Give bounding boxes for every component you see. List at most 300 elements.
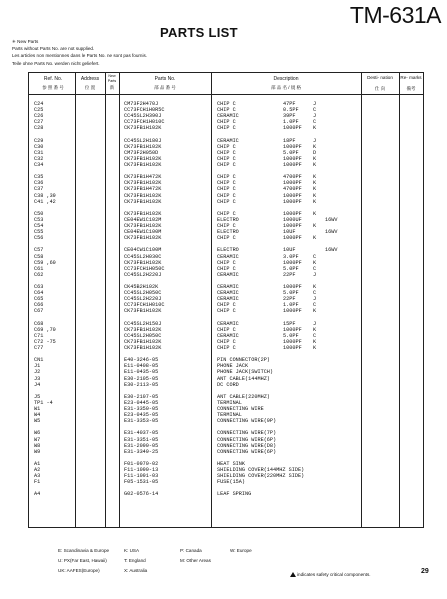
description-cell: FUSE(15A): [217, 479, 246, 486]
header-ref-jp: 参 照 番 号: [42, 85, 64, 90]
parts-no-cell: CC45SL2H220J: [124, 296, 162, 303]
ref-no-cell: C77: [34, 345, 44, 351]
value-cell: 1000PF: [283, 259, 302, 266]
safety-triangle-icon: [290, 572, 296, 577]
legend-u: U: PX(Far East, Hawaii): [58, 558, 107, 563]
table-row: [29, 394, 423, 400]
ref-no-cell: C50: [34, 210, 44, 217]
model-number: TM-631A: [349, 2, 441, 28]
ref-no-cell: C69 ,70: [34, 326, 56, 333]
description-cell: CHIP C: [217, 186, 236, 193]
header-description-jp: 部 品 名 / 規 格: [270, 85, 301, 90]
table-row: [29, 119, 423, 125]
header-new: New Parts: [107, 74, 117, 83]
parts-no-cell: CC45SL2H050C: [124, 332, 162, 339]
description-cell: CERAMIC: [217, 137, 239, 144]
parts-no-cell: CC73FCH1H010C: [124, 119, 165, 126]
ref-no-cell: A2: [34, 467, 41, 473]
tolerance-cell: K: [313, 180, 317, 187]
ref-no-cell: F1: [34, 479, 41, 486]
tolerance-cell: K: [313, 223, 317, 229]
value-cell: 1000PF: [283, 338, 302, 345]
table-row: [29, 315, 423, 321]
ref-no-cell: C31: [34, 149, 44, 156]
parts-no-cell: G02-0576-14: [124, 491, 159, 498]
parts-no-cell: E31-2090-05: [124, 442, 159, 449]
parts-no-cell: E31-3353-05: [124, 418, 159, 425]
parts-no-cell: CM73F2H050D: [124, 149, 159, 156]
page-number: 29: [421, 568, 429, 575]
ref-no-cell: W7: [34, 436, 41, 443]
parts-no-cell: E31-3351-05: [124, 436, 159, 443]
table-row: [29, 132, 423, 138]
note-line: ✳ New Parts: [12, 39, 39, 44]
value-cell: 1000PF: [283, 198, 302, 205]
table-row: [29, 369, 423, 375]
legend-uk: UK: AAFES(Europe): [58, 568, 100, 573]
voltage-cell: 16WV: [325, 216, 338, 223]
description-cell: CHIP C: [217, 143, 236, 150]
table-row: [29, 388, 423, 394]
value-cell: 5.0PF: [283, 332, 299, 339]
ref-no-cell: C65: [34, 296, 44, 303]
table-row: [29, 418, 423, 424]
parts-no-cell: E30-2113-05: [124, 381, 159, 388]
ref-no-cell: W9: [34, 448, 41, 455]
table-row: [29, 479, 423, 485]
value-cell: 1000PF: [283, 125, 302, 132]
parts-no-cell: CC45SL2H180J: [124, 137, 162, 144]
parts-no-cell: E23-0435-05: [124, 412, 159, 419]
safety-note: indicates safety critical components.: [297, 572, 371, 577]
value-cell: 22PF: [283, 296, 296, 303]
parts-no-cell: E11-0408-05: [124, 363, 159, 370]
tolerance-cell: K: [313, 345, 317, 351]
parts-no-cell: CK73FB1H102K: [124, 326, 162, 333]
value-cell: 5.0PF: [283, 290, 299, 297]
table-row: [29, 223, 423, 229]
description-cell: CHIP C: [217, 345, 236, 351]
tolerance-cell: C: [313, 302, 317, 309]
tolerance-cell: K: [313, 174, 317, 181]
tolerance-cell: K: [313, 210, 317, 217]
ref-no-cell: W6: [34, 430, 41, 437]
table-row: [29, 424, 423, 430]
description-cell: CHIP C: [217, 338, 236, 345]
table-row: [29, 186, 423, 192]
table-row: [29, 467, 423, 473]
description-cell: HEAT SINK: [217, 460, 246, 467]
legend-x: X: Australia: [124, 568, 148, 573]
tolerance-cell: C: [313, 265, 317, 272]
table-row: [29, 107, 423, 113]
description-cell: CHIP C: [217, 223, 236, 229]
description-cell: TERMINAL: [217, 412, 242, 419]
table-row: [29, 217, 423, 223]
ref-no-cell: C55: [34, 229, 44, 236]
description-cell: CERAMIC: [217, 271, 239, 278]
ref-no-cell: C59 ,60: [34, 259, 56, 266]
parts-no-cell: E31-3350-05: [124, 406, 159, 412]
table-row: [29, 241, 423, 247]
table-row: [29, 357, 423, 363]
header-remarks-jp: 備考: [406, 86, 416, 91]
table-row: [29, 327, 423, 333]
parts-no-cell: E11-0435-05: [124, 369, 159, 376]
ref-no-cell: A1: [34, 460, 41, 467]
legend-t: T: England: [124, 558, 146, 563]
table-row: [29, 461, 423, 467]
tolerance-cell: C: [313, 119, 317, 126]
table-row: [29, 308, 423, 314]
value-cell: 1000PF: [283, 308, 302, 315]
ref-no-cell: TP1 -4: [34, 399, 53, 406]
value-cell: 1000PF: [283, 162, 302, 168]
description-cell: CHIP C: [217, 198, 236, 205]
tolerance-cell: K: [313, 235, 317, 242]
value-cell: 4700PF: [283, 186, 302, 193]
ref-no-cell: C54: [34, 223, 44, 229]
ref-no-cell: A3: [34, 473, 41, 480]
value-cell: 1.0PF: [283, 302, 299, 309]
legend-k: K: USA: [124, 548, 140, 553]
parts-no-cell: E31-3349-25: [124, 448, 159, 455]
description-cell: CHIP C: [217, 210, 236, 217]
table-row: [29, 180, 423, 186]
description-cell: TERMINAL: [217, 399, 242, 406]
tolerance-cell: K: [313, 326, 317, 333]
value-cell: 22PF: [283, 271, 296, 278]
ref-no-cell: C67: [34, 308, 44, 315]
ref-no-cell: C68: [34, 320, 44, 327]
table-row: [29, 211, 423, 217]
parts-no-cell: CK45B2H102K: [124, 284, 159, 290]
description-cell: PIN CONNECTOR(2P): [217, 357, 270, 364]
description-cell: DC CORD: [217, 381, 239, 388]
table-row: [29, 491, 423, 497]
description-cell: CONNECTING WIRE(9P): [217, 418, 277, 425]
parts-no-cell: CK73FB1H472K: [124, 186, 162, 193]
tolerance-cell: C: [313, 290, 317, 297]
description-cell: CHIP C: [217, 235, 236, 242]
parts-no-cell: E23-0445-05: [124, 399, 159, 406]
ref-no-cell: C24: [34, 101, 44, 107]
parts-no-cell: CK73FB1H102K: [124, 210, 162, 217]
table-row: [29, 412, 423, 418]
ref-no-cell: C28: [34, 125, 44, 132]
value-cell: 18PF: [283, 137, 296, 144]
parts-no-cell: E30-2107-05: [124, 393, 159, 400]
description-cell: CERAMIC: [217, 284, 239, 290]
parts-no-cell: CK73FB1H102K: [124, 192, 162, 199]
table-row: [29, 339, 423, 345]
tolerance-cell: K: [313, 143, 317, 150]
parts-no-cell: CC45SL2H220J: [124, 271, 162, 278]
header-address: Address: [80, 76, 100, 82]
description-cell: PHONE JACK(SWITCH): [217, 369, 274, 376]
tolerance-cell: J: [313, 113, 317, 120]
page-title: PARTS LIST: [160, 25, 238, 40]
table-row: [29, 150, 423, 156]
parts-no-cell: CK73FB1H102K: [124, 308, 162, 315]
description-cell: CERAMIC: [217, 296, 239, 303]
parts-no-cell: CE04EW1C100M: [124, 229, 162, 236]
ref-no-cell: C37: [34, 186, 44, 193]
table-row: [29, 351, 423, 357]
ref-no-cell: C66: [34, 302, 44, 309]
ref-no-cell: C29: [34, 137, 44, 144]
parts-no-cell: F01-0970-02: [124, 460, 159, 467]
ref-no-cell: C38 ,39: [34, 192, 56, 199]
tolerance-cell: K: [313, 259, 317, 266]
tolerance-cell: K: [313, 192, 317, 199]
value-cell: 1000PF: [283, 326, 302, 333]
description-cell: ANT CABLE(220MHZ): [217, 393, 270, 400]
table-row: [29, 485, 423, 491]
ref-no-cell: J1: [34, 363, 41, 370]
parts-no-cell: CE04CW1C100M: [124, 247, 162, 254]
note-line: Teile ohne Parts No. werden nicht geliefert.: [12, 60, 100, 66]
ref-no-cell: C41 ,42: [34, 198, 56, 205]
parts-no-cell: CK73FB1H102K: [124, 345, 162, 351]
tolerance-cell: K: [313, 162, 317, 168]
ref-no-cell: W8: [34, 442, 41, 449]
table-row: [29, 168, 423, 174]
voltage-cell: 16WV: [325, 247, 338, 254]
table-row: [29, 321, 423, 327]
table-row: [29, 278, 423, 284]
value-cell: 47PF: [283, 101, 296, 107]
header-destination-jp: 仕 向: [374, 86, 386, 91]
parts-no-cell: CK73FB1H102K: [124, 235, 162, 242]
tolerance-cell: D: [313, 149, 317, 156]
ref-no-cell: C30: [34, 143, 44, 150]
parts-no-cell: CK73FB1H102K: [124, 125, 162, 132]
table-row: [29, 376, 423, 382]
tolerance-cell: K: [313, 338, 317, 345]
parts-no-cell: CC45SL2H050C: [124, 290, 162, 297]
table-row: [29, 101, 423, 107]
ref-no-cell: C63: [34, 284, 44, 290]
description-cell: CHIP C: [217, 265, 236, 272]
description-cell: CHIP C: [217, 174, 236, 181]
description-cell: CHIP C: [217, 162, 236, 168]
parts-no-cell: CC73FCH1H010C: [124, 302, 165, 309]
parts-no-cell: E40-3246-05: [124, 357, 159, 364]
ref-no-cell: C64: [34, 290, 44, 297]
description-cell: LEAF SPRING: [217, 491, 252, 498]
table-row: [29, 254, 423, 260]
value-cell: 15PF: [283, 320, 296, 327]
table-row: [29, 400, 423, 406]
ref-no-cell: C57: [34, 247, 44, 254]
tolerance-cell: K: [313, 155, 317, 162]
description-cell: CHIP C: [217, 308, 236, 315]
table-row: [29, 162, 423, 168]
table-row: [29, 363, 423, 369]
ref-no-cell: J4: [34, 381, 41, 388]
description-cell: CERAMIC: [217, 253, 239, 260]
table-row: [29, 284, 423, 290]
ref-no-cell: C71: [34, 332, 44, 339]
value-cell: 1000PF: [283, 284, 302, 290]
table-row: [29, 455, 423, 461]
table-row: [29, 193, 423, 199]
parts-no-cell: CC45SL2H390J: [124, 113, 162, 120]
description-cell: CHIP C: [217, 107, 236, 114]
table-row: [29, 290, 423, 296]
table-row: [29, 437, 423, 443]
description-cell: CHIP C: [217, 180, 236, 187]
table-row: [29, 205, 423, 211]
parts-no-cell: CC73FCH1H0R5C: [124, 107, 165, 114]
table-row: [29, 247, 423, 253]
ref-no-cell: C27: [34, 119, 44, 126]
description-cell: CHIP C: [217, 149, 236, 156]
table-row: [29, 229, 423, 235]
table-row: [29, 138, 423, 144]
table-header: [29, 73, 423, 95]
description-cell: CHIP C: [217, 125, 236, 132]
ref-no-cell: C35: [34, 174, 44, 181]
parts-no-cell: CK73FB1H102K: [124, 143, 162, 150]
value-cell: 1000PF: [283, 192, 302, 199]
description-cell: SHIELDING COVER(144MHZ SIDE): [217, 467, 305, 473]
table-row: [29, 272, 423, 278]
parts-no-cell: F05-1531-05: [124, 479, 159, 486]
legend-w: W: Europe: [230, 548, 252, 553]
table-row: [29, 156, 423, 162]
parts-no-cell: F11-1091-03: [124, 473, 159, 480]
parts-no-cell: E30-2105-05: [124, 375, 159, 382]
description-cell: CONNECTING WIRE(7P): [217, 430, 277, 437]
parts-no-cell: CK73FB1H102K: [124, 180, 162, 187]
table-row: [29, 144, 423, 150]
ref-no-cell: C61: [34, 265, 44, 272]
table-row: [29, 382, 423, 388]
description-cell: CERAMIC: [217, 113, 239, 120]
tolerance-cell: K: [313, 308, 317, 315]
ref-no-cell: CN1: [34, 357, 44, 364]
table-row: [29, 333, 423, 339]
parts-no-cell: CC45SL2H150J: [124, 320, 162, 327]
header-parts-jp: 部 品 番 号: [154, 85, 176, 90]
description-cell: CHIP C: [217, 101, 236, 107]
ref-no-cell: W5: [34, 418, 41, 425]
value-cell: 5.0PF: [283, 149, 299, 156]
header-new-jp: 新: [109, 85, 115, 90]
parts-no-cell: CE04EW1C102M: [124, 216, 162, 223]
value-cell: 1000UF: [283, 216, 302, 223]
table-row: [29, 113, 423, 119]
header-parts: Parts No.: [154, 76, 176, 82]
description-cell: ELECTRO: [217, 247, 239, 254]
header-ref: Ref. No.: [43, 76, 63, 82]
table-row: [29, 296, 423, 302]
table-row: [29, 473, 423, 479]
value-cell: 1000PF: [283, 235, 302, 242]
tolerance-cell: K: [313, 284, 317, 290]
value-cell: 3.0PF: [283, 253, 299, 260]
ref-no-cell: C56: [34, 235, 44, 242]
description-cell: ANT CABLE(144MHZ): [217, 375, 270, 382]
table-row: [29, 406, 423, 412]
header-remarks: Re- marks: [400, 75, 422, 80]
value-cell: 1000PF: [283, 143, 302, 150]
parts-no-cell: CK73FB1H102K: [124, 223, 162, 229]
table-row: [29, 430, 423, 436]
parts-no-cell: F11-1090-13: [124, 467, 159, 473]
description-cell: PHONE JACK: [217, 363, 249, 370]
parts-no-cell: E31-4037-05: [124, 430, 159, 437]
parts-no-cell: CK73FB1H472K: [124, 174, 162, 181]
description-cell: CHIP C: [217, 192, 236, 199]
value-cell: 1000PF: [283, 180, 302, 187]
ref-no-cell: J5: [34, 393, 41, 400]
value-cell: 39PF: [283, 113, 296, 120]
value-cell: 10UF: [283, 247, 296, 254]
description-cell: CHIP C: [217, 155, 236, 162]
tolerance-cell: J: [313, 296, 317, 303]
table-row: [29, 199, 423, 205]
parts-table: [28, 72, 424, 528]
ref-no-cell: C36: [34, 180, 44, 187]
table-row: [29, 302, 423, 308]
description-cell: CONNECTING WIRE(6P): [217, 436, 277, 443]
table-row: [29, 266, 423, 272]
table-row: [29, 449, 423, 455]
ref-no-cell: W1: [34, 406, 41, 412]
description-cell: CONNECTING WIRE: [217, 406, 264, 412]
description-cell: CERAMIC: [217, 290, 239, 297]
value-cell: 1.0PF: [283, 119, 299, 126]
note-line: Parts without Parts No. are not supplied.: [12, 46, 95, 52]
table-row: [29, 443, 423, 449]
table-row: [29, 174, 423, 180]
ref-no-cell: C72 -75: [34, 338, 56, 345]
header-destination: Desti- nation: [367, 75, 393, 80]
ref-no-cell: C25: [34, 107, 44, 114]
description-cell: CHIP C: [217, 259, 236, 266]
parts-no-cell: CK73FB1H102K: [124, 155, 162, 162]
header-description: Description: [273, 76, 299, 82]
description-cell: ELECTRO: [217, 229, 239, 236]
value-cell: 1000PF: [283, 223, 302, 229]
tolerance-cell: C: [313, 107, 317, 114]
parts-no-cell: CC73FCH1H050C: [124, 265, 165, 272]
description-cell: CERAMIC: [217, 320, 239, 327]
description-cell: CONNECTING WIRE(6P): [217, 448, 277, 455]
value-cell: 4700PF: [283, 174, 302, 181]
ref-no-cell: C53: [34, 216, 44, 223]
header-address-jp: 位 置: [84, 85, 96, 90]
value-cell: 0.5PF: [283, 107, 299, 114]
note-line: Les articles non mentionnes dans le Parts No. ne sont pas fournis.: [12, 53, 148, 59]
description-cell: CHIP C: [217, 302, 236, 309]
tolerance-cell: J: [313, 101, 317, 107]
tolerance-cell: K: [313, 125, 317, 132]
parts-no-cell: CK73FB1H102K: [124, 162, 162, 168]
ref-no-cell: J3: [34, 375, 41, 382]
ref-no-cell: C62: [34, 271, 44, 278]
ref-no-cell: A4: [34, 491, 41, 498]
description-cell: SHIELDING COVER(220MHZ SIDE): [217, 473, 305, 480]
table-row: [29, 345, 423, 351]
description-cell: CHIP C: [217, 326, 236, 333]
ref-no-cell: C58: [34, 253, 44, 260]
ref-no-cell: C32: [34, 155, 44, 162]
legend-e: E: Scandinavia & Europe: [58, 548, 110, 553]
